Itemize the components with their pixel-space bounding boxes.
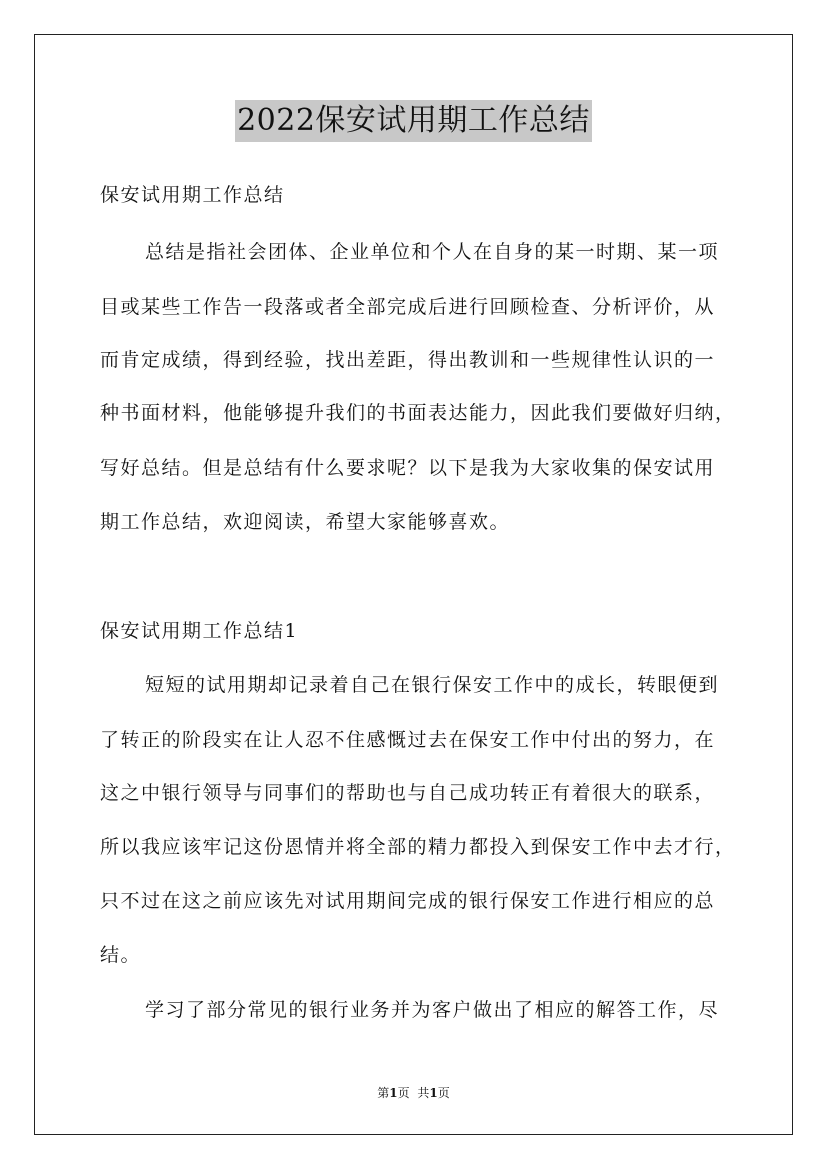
section1-line-5: 只不过在这之前应该先对试用期间完成的银行保安工作进行相应的总 [100,890,716,912]
document-title: 2022保安试用期工作总结 [235,100,592,142]
intro-line-3: 而肯定成绩，得到经验，找出差距，得出教训和一些规律性认识的一 [100,349,716,371]
section1-para2-line-1: 学习了部分常见的银行业务并为客户做出了相应的解答工作，尽 [145,999,720,1021]
footer-page-prefix: 第 [377,1086,390,1100]
subtitle: 保安试用期工作总结 [100,184,285,206]
section1-line-4: 所以我应该牢记这份恩情并将全部的精力都投入到保安工作中去才行， [100,836,736,858]
footer-total-prefix: 共 [417,1086,430,1100]
section1-line-3: 这之中银行领导与同事们的帮助也与自己成功转正有着很大的联系， [100,782,716,804]
footer-page-number: 1 [389,1086,398,1100]
intro-line-6: 期工作总结，欢迎阅读，希望大家能够喜欢。 [100,511,511,533]
intro-line-5: 写好总结。但是总结有什么要求呢？以下是我为大家收集的保安试用 [100,457,716,479]
section1-line-6: 结。 [100,944,142,966]
intro-line-2: 目或某些工作告一段落或者全部完成后进行回顾检查、分析评价，从 [100,296,716,318]
title-wrap [0,100,827,142]
page-footer [0,1084,827,1101]
footer-page-suffix: 页 [397,1086,410,1100]
section1-line-1: 短短的试用期却记录着自己在银行保安工作中的成长，转眼便到 [145,674,720,696]
footer-total-number: 1 [429,1086,438,1100]
intro-line-1: 总结是指社会团体、企业单位和个人在自身的某一时期、某一项 [145,241,720,263]
section1-heading: 保安试用期工作总结1 [100,620,299,642]
footer-total-suffix: 页 [437,1086,450,1100]
section1-line-2: 了转正的阶段实在让人忍不住感慨过去在保安工作中付出的努力，在 [100,729,716,751]
intro-line-4: 种书面材料，他能够提升我们的书面表达能力，因此我们要做好归纳， [100,402,736,424]
